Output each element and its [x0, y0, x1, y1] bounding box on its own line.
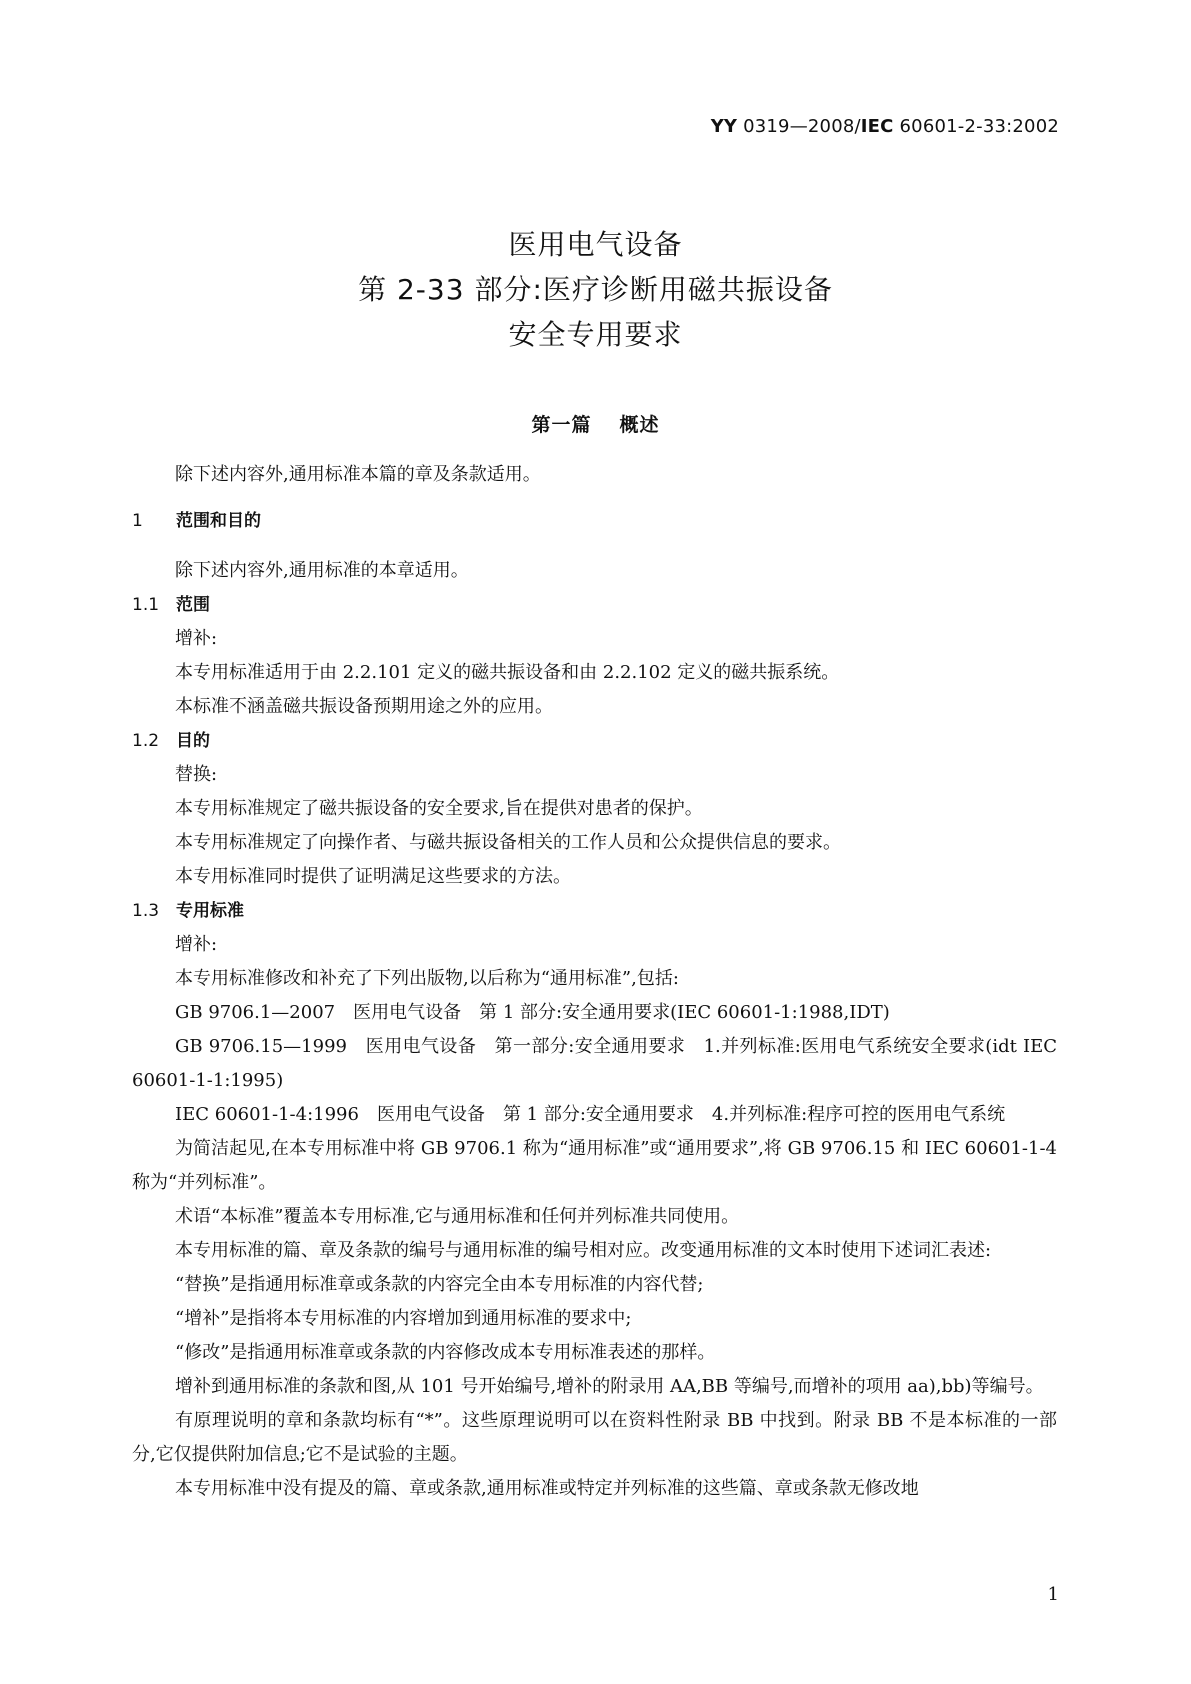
part-name: 概述 [619, 414, 660, 436]
paragraph: IEC 60601-1-4:1996 医用电气设备 第 1 部分:安全通用要求 4.并列标准:程序可控的医用电气系统 [175, 1104, 1006, 1125]
paragraph: 增补: [175, 934, 218, 955]
paragraph: 本专用标准的篇、章及条款的编号与通用标准的编号相对应。改变通用标准的文本时使用下述词汇表述: [175, 1240, 992, 1261]
intro-paragraph: 除下述内容外,通用标准本篇的章及条款适用。 [175, 464, 541, 485]
section-1-heading [132, 504, 1057, 538]
standard-code-iec: IEC [860, 116, 894, 137]
section-title: 专用标准 [176, 901, 244, 921]
paragraph: “增补”是指将本专用标准的内容增加到通用标准的要求中; [175, 1308, 632, 1329]
standard-code-iec-number: 60601-2-33:2002 [893, 116, 1059, 137]
paragraph: 本专用标准规定了磁共振设备的安全要求,旨在提供对患者的保护。 [175, 798, 703, 819]
paragraph: 本专用标准修改和补充了下列出版物,以后称为“通用标准”,包括: [175, 968, 679, 989]
section-number: 1.3 [132, 901, 160, 921]
paragraph: 为简洁起见,在本专用标准中将 GB 9706.1 称为“通用标准”或“通用要求”,将 GB 9706.15 和 IEC 60601-1-4 称为“并列标准”。 [132, 1138, 1057, 1193]
part-label: 第一篇 [531, 414, 592, 436]
paragraph: GB 9706.1—2007 医用电气设备 第 1 部分:安全通用要求(IEC 60601-1:1988,IDT) [175, 1002, 890, 1023]
document-title [0, 222, 1191, 357]
paragraph: 本专用标准同时提供了证明满足这些要求的方法。 [175, 866, 571, 887]
paragraph: “替换”是指通用标准章或条款的内容完全由本专用标准的内容代替; [175, 1274, 704, 1295]
section-number: 1 [132, 511, 143, 531]
paragraph: 增补到通用标准的条款和图,从 101 号开始编号,增补的附录用 AA,BB 等编号,而增补的项用 aa),bb)等编号。 [175, 1376, 1044, 1397]
title-line-2: 第 2-33 部分:医疗诊断用磁共振设备 [358, 273, 833, 306]
section-title: 范围和目的 [176, 511, 261, 531]
paragraph: 本标准不涵盖磁共振设备预期用途之外的应用。 [175, 696, 553, 717]
paragraph: GB 9706.15—1999 医用电气设备 第一部分:安全通用要求 1.并列标准:医用电气系统安全要求(idt IEC 60601-1-1:1995) [132, 1036, 1057, 1091]
paragraph: 本专用标准适用于由 2.2.101 定义的磁共振设备和由 2.2.102 定义的磁共振系统。 [175, 662, 840, 683]
paragraph: 替换: [175, 764, 218, 785]
paragraph: 除下述内容外,通用标准的本章适用。 [175, 560, 469, 581]
standard-code-number: 0319—2008/ [737, 116, 861, 137]
section-number: 1.2 [132, 731, 160, 751]
title-line-3: 安全专用要求 [508, 318, 683, 351]
section-1-1-heading [132, 588, 1057, 622]
document-body [132, 458, 1057, 1506]
paragraph: 增补: [175, 628, 218, 649]
paragraph: 有原理说明的章和条款均标有“*”。这些原理说明可以在资料性附录 BB 中找到。附录 BB 不是本标准的一部分,它仅提供附加信息;它不是试验的主题。 [132, 1410, 1057, 1465]
title-line-1: 医用电气设备 [508, 228, 683, 261]
paragraph: 本专用标准规定了向操作者、与磁共振设备相关的工作人员和公众提供信息的要求。 [175, 832, 841, 853]
paragraph: “修改”是指通用标准章或条款的内容修改成本专用标准表述的那样。 [175, 1342, 716, 1363]
section-title: 范围 [176, 595, 210, 615]
section-1-2-heading [132, 724, 1057, 758]
paragraph: 本专用标准中没有提及的篇、章或条款,通用标准或特定并列标准的这些篇、章或条款无修改地 [175, 1478, 919, 1499]
section-title: 目的 [176, 731, 210, 751]
standard-code [711, 116, 1059, 137]
section-number: 1.1 [132, 595, 160, 615]
paragraph: 术语“本标准”覆盖本专用标准,它与通用标准和任何并列标准共同使用。 [175, 1206, 740, 1227]
part-heading [0, 410, 1191, 437]
standard-code-prefix: YY [710, 116, 738, 137]
section-1-3-heading [132, 894, 1057, 928]
page-number: 1 [1047, 1584, 1059, 1605]
